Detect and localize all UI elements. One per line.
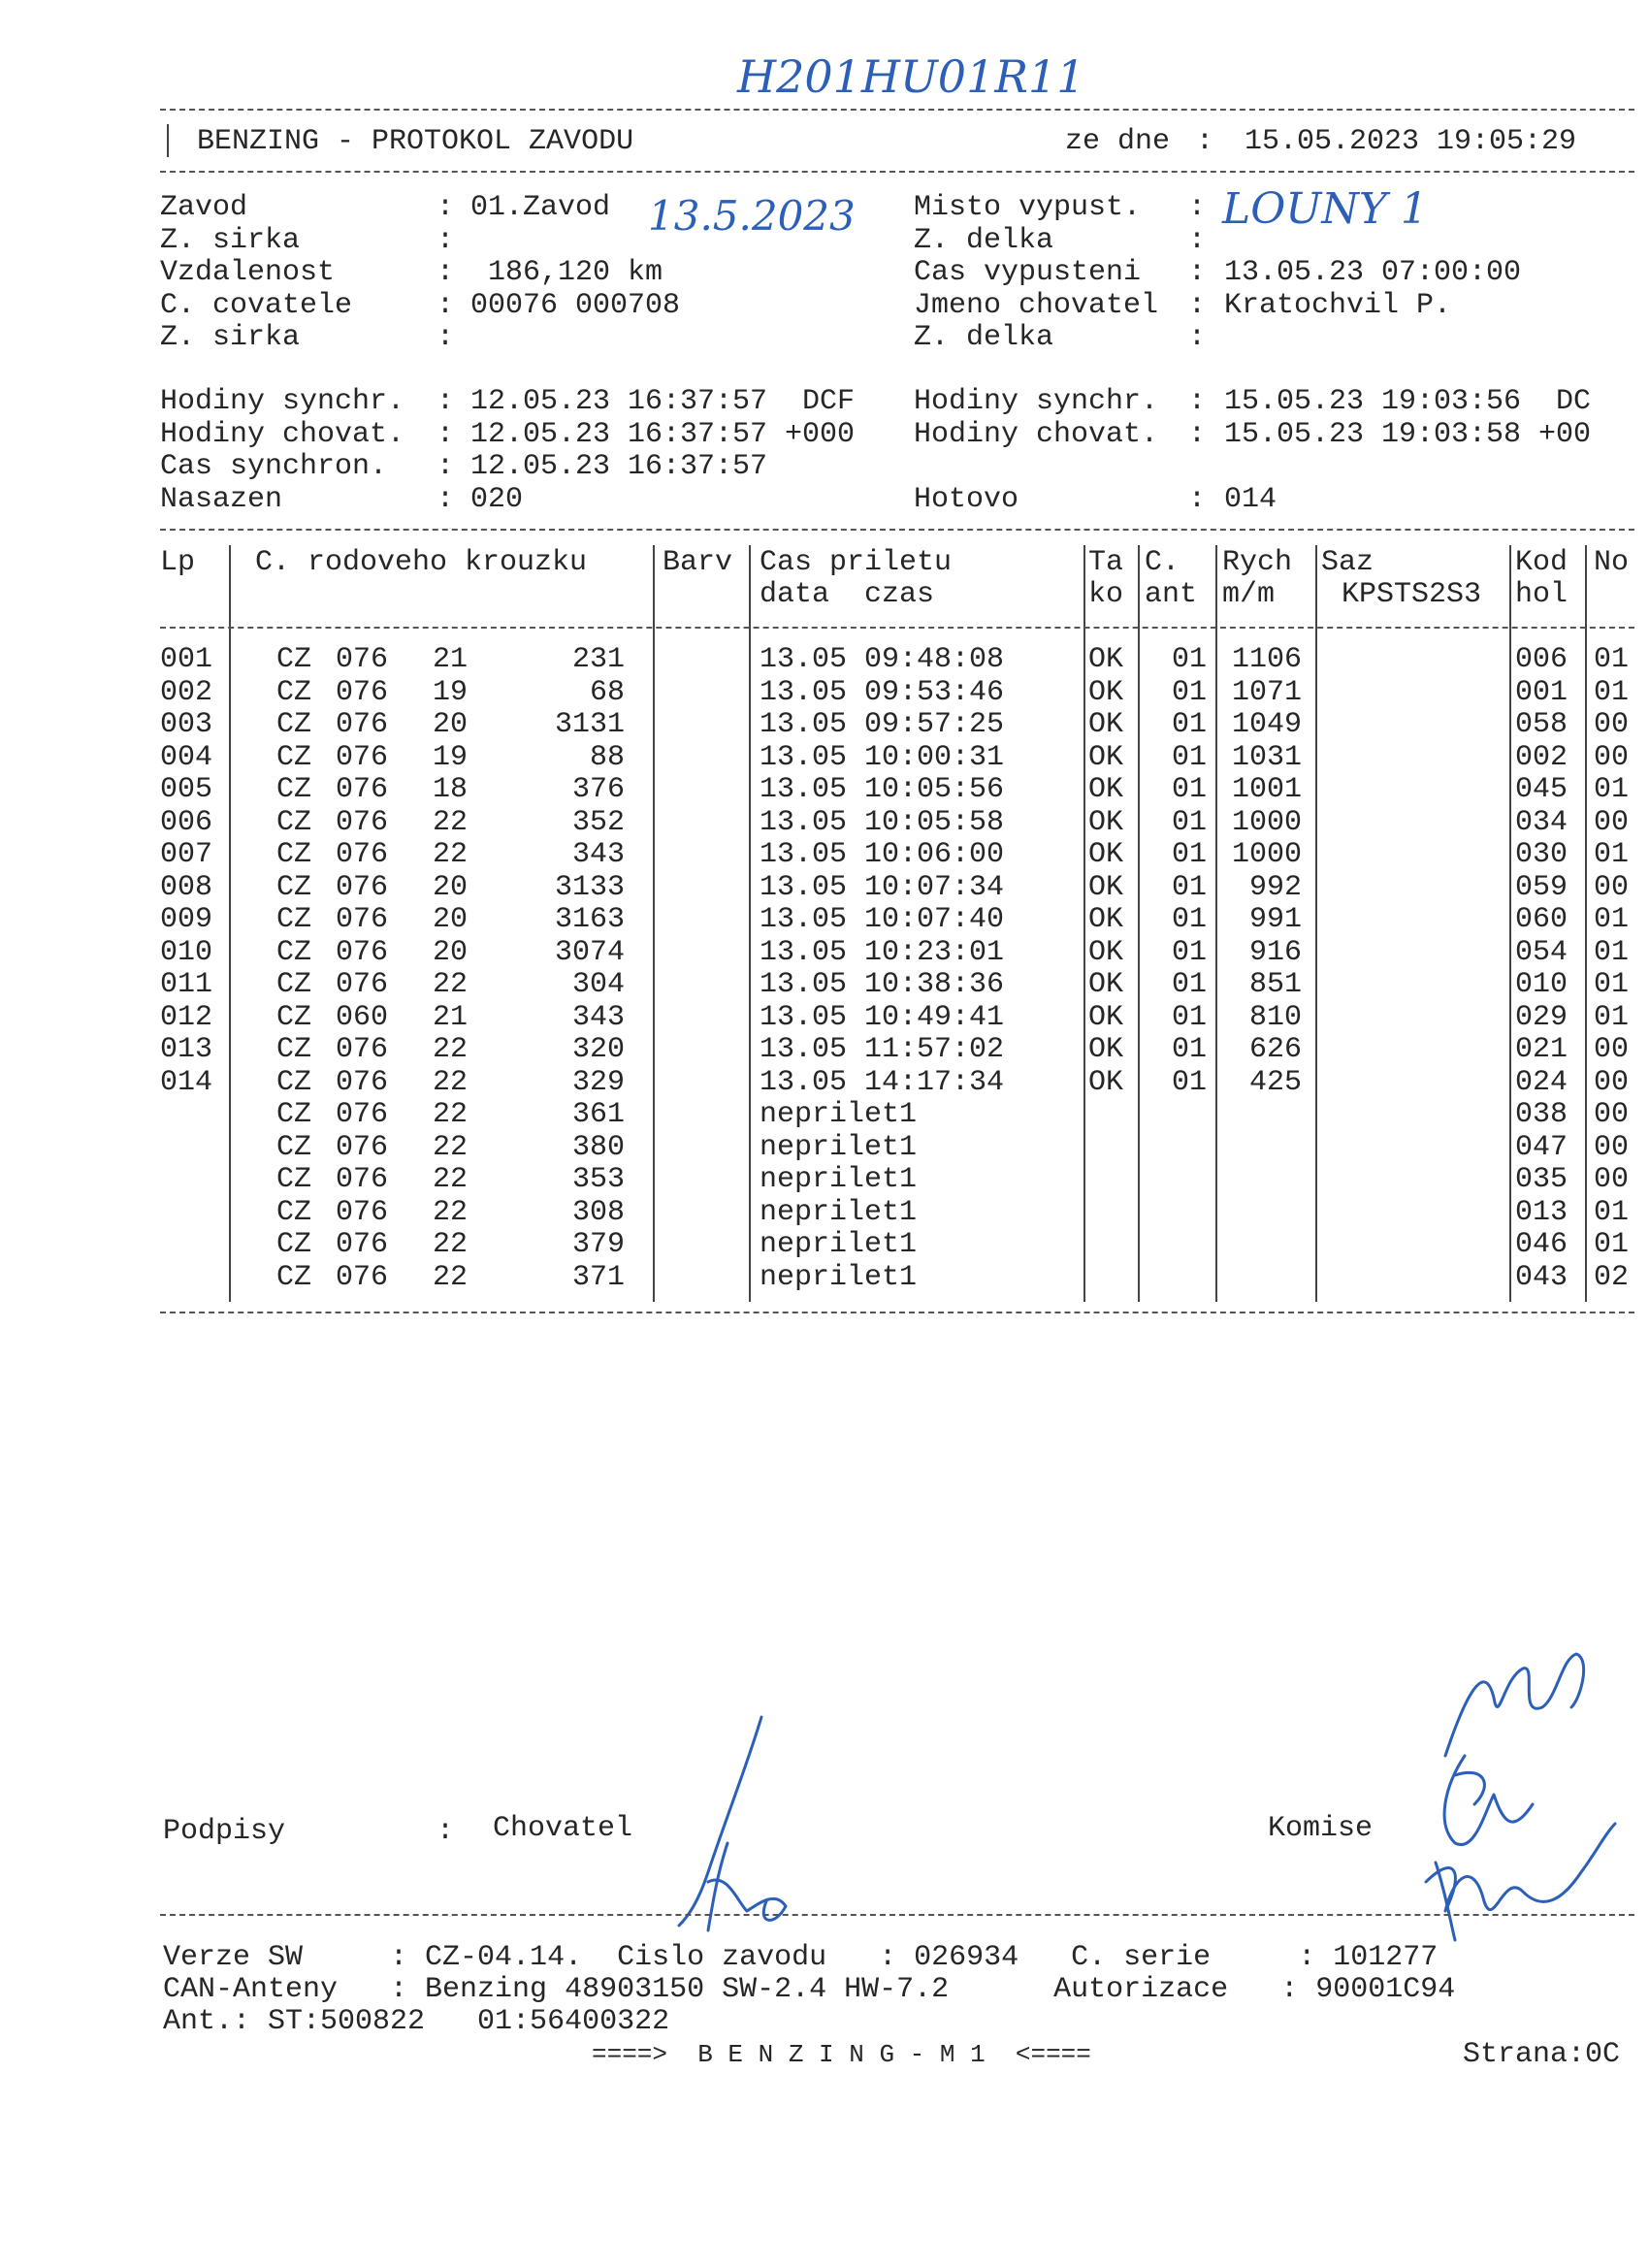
info-left-value: 186,120 km	[470, 256, 663, 289]
table-header-border	[160, 627, 1634, 629]
cell-year: 22	[433, 1065, 469, 1099]
hdr-rych-sub: m/m	[1222, 578, 1276, 611]
cell-time: 13.05 10:07:40	[760, 903, 1005, 936]
cell-speed: 1049	[1231, 708, 1302, 741]
cell-time: neprilet1	[760, 1195, 918, 1229]
cell-ring: 308	[571, 1195, 625, 1229]
cell-ring: 380	[571, 1130, 625, 1164]
sync-left-sep: :	[436, 385, 455, 418]
sync-right-label: Hodiny synchr.	[914, 385, 1159, 418]
info-right-sep: :	[1188, 288, 1207, 322]
cell-year: 20	[433, 708, 469, 741]
table-column-line	[1083, 545, 1085, 1302]
cell-lp: 008	[160, 870, 213, 904]
cell-year: 19	[433, 675, 469, 709]
cell-year: 22	[433, 1098, 469, 1131]
cell-year: 22	[433, 1195, 469, 1229]
cell-country: CZ	[276, 773, 312, 806]
cell-year: 22	[433, 1130, 469, 1164]
sync-right-sep: :	[1188, 417, 1207, 451]
cell-speed: 991	[1248, 903, 1302, 936]
cell-no: 01	[1594, 1000, 1630, 1034]
cell-org: 076	[336, 675, 389, 709]
hdr-rych: Rych	[1222, 546, 1293, 579]
breeder-signature	[669, 1707, 815, 1940]
cell-time: 13.05 10:07:34	[760, 870, 1005, 904]
cell-ring: 352	[571, 805, 625, 839]
hdr-kod: Kod	[1515, 546, 1568, 579]
cell-kod: 029	[1515, 1000, 1568, 1034]
info-left-sep: :	[436, 288, 455, 322]
sync-right-label: Hodiny chovat.	[914, 417, 1159, 451]
cell-ant: 01	[1171, 870, 1207, 904]
cell-org: 076	[336, 1163, 389, 1196]
signatures-label: Podpisy	[163, 1815, 286, 1848]
info-right-sep: :	[1188, 321, 1207, 354]
cell-kod: 006	[1515, 643, 1568, 676]
footer-line-ant: Ant.: ST:500822 01:56400322	[163, 2005, 670, 2038]
info-right-sep: :	[1188, 191, 1207, 224]
top-border	[160, 109, 1634, 111]
cell-org: 076	[336, 935, 389, 969]
cell-org: 076	[336, 1098, 389, 1131]
cell-year: 22	[433, 805, 469, 839]
cell-speed: 916	[1248, 935, 1302, 969]
cell-ring: 68	[589, 675, 625, 709]
footer-brand: ====> B E N Z I N G - M 1 <====	[592, 2040, 1091, 2069]
cell-tako: OK	[1088, 675, 1124, 709]
header-border	[160, 171, 1634, 173]
info-left-label: Z. sirka	[160, 223, 301, 257]
page-number: Strana:0C	[1463, 2038, 1621, 2071]
cell-country: CZ	[276, 1195, 312, 1229]
cell-tako: OK	[1088, 643, 1124, 676]
hdr-tako: Ta	[1088, 546, 1124, 579]
cell-year: 20	[433, 903, 469, 936]
cell-year: 19	[433, 740, 469, 774]
cell-speed: 1001	[1231, 773, 1302, 806]
cell-time: 13.05 10:00:31	[760, 740, 1005, 774]
cell-tako: OK	[1088, 968, 1124, 1001]
cell-time: 13.05 10:23:01	[760, 935, 1005, 969]
cell-ant: 01	[1171, 643, 1207, 676]
cell-kod: 059	[1515, 870, 1568, 904]
table-column-line	[229, 545, 231, 1302]
table-column-line	[1509, 545, 1511, 1302]
cell-year: 21	[433, 1000, 469, 1034]
cell-tako: OK	[1088, 708, 1124, 741]
table-top-border	[160, 529, 1634, 531]
cell-no: 01	[1594, 968, 1630, 1001]
cell-ant: 01	[1171, 1000, 1207, 1034]
cell-kod: 054	[1515, 935, 1568, 969]
cell-ring: 3131	[554, 708, 625, 741]
hdr-saz: Saz	[1321, 546, 1374, 579]
header-left-bar	[167, 124, 169, 157]
cell-speed: 810	[1248, 1000, 1302, 1034]
footer-border	[160, 1914, 1634, 1916]
cell-time: 13.05 11:57:02	[760, 1033, 1005, 1066]
cell-no: 02	[1594, 1260, 1630, 1294]
cell-time: neprilet1	[760, 1163, 918, 1196]
info-right-label: Cas vypusteni	[914, 256, 1159, 289]
cell-speed: 992	[1248, 870, 1302, 904]
cell-country: CZ	[276, 968, 312, 1001]
sync-right-value: 014	[1224, 482, 1277, 516]
cell-country: CZ	[276, 1033, 312, 1066]
cell-no: 01	[1594, 1195, 1630, 1229]
cell-time: 13.05 09:57:25	[760, 708, 1005, 741]
cell-lp: 012	[160, 1000, 213, 1034]
commission-label: Komise	[1268, 1812, 1374, 1845]
sync-left-value: 12.05.23 16:37:57	[470, 450, 768, 483]
table-column-line	[1585, 545, 1587, 1302]
cell-tako: OK	[1088, 805, 1124, 839]
cell-year: 22	[433, 1163, 469, 1196]
table-column-line	[1215, 545, 1217, 1302]
table-column-line	[749, 545, 751, 1302]
cell-org: 076	[336, 1065, 389, 1099]
info-right-label: Z. delka	[914, 321, 1159, 354]
cell-no: 00	[1594, 708, 1630, 741]
cell-kod: 038	[1515, 1098, 1568, 1131]
hdr-cant-sub: ant	[1145, 578, 1198, 611]
cell-country: CZ	[276, 838, 312, 871]
cell-ring: 231	[571, 643, 625, 676]
info-left-value: 00076 000708	[470, 288, 681, 322]
cell-ring: 3074	[554, 935, 625, 969]
cell-ant: 01	[1171, 708, 1207, 741]
cell-no: 01	[1594, 675, 1630, 709]
cell-lp: 006	[160, 805, 213, 839]
cell-speed: 1031	[1231, 740, 1302, 774]
hdr-kod-sub: hol	[1515, 578, 1568, 611]
cell-year: 22	[433, 1260, 469, 1294]
cell-country: CZ	[276, 675, 312, 709]
cell-no: 00	[1594, 1065, 1630, 1099]
cell-time: neprilet1	[760, 1098, 918, 1131]
cell-country: CZ	[276, 1260, 312, 1294]
info-left-sep: :	[436, 321, 455, 354]
cell-year: 22	[433, 1228, 469, 1261]
cell-lp: 011	[160, 968, 213, 1001]
cell-ant: 01	[1171, 838, 1207, 871]
cell-no: 01	[1594, 935, 1630, 969]
info-left-label: C. covatele	[160, 288, 353, 322]
hdr-tako-sub: ko	[1088, 578, 1124, 611]
cell-time: 13.05 10:05:56	[760, 773, 1005, 806]
info-right-label: Z. delka	[914, 223, 1159, 257]
cell-no: 01	[1594, 1228, 1630, 1261]
table-column-line	[1315, 545, 1317, 1302]
sync-left-label: Hodiny chovat.	[160, 417, 405, 451]
cell-lp: 002	[160, 675, 213, 709]
date-sep: :	[1196, 125, 1214, 158]
cell-org: 076	[336, 1228, 389, 1261]
cell-no: 00	[1594, 740, 1630, 774]
cell-no: 01	[1594, 643, 1630, 676]
cell-tako: OK	[1088, 1065, 1124, 1099]
date-value: 15.05.2023 19:05:29	[1245, 125, 1577, 158]
cell-country: CZ	[276, 1000, 312, 1034]
cell-speed: 851	[1248, 968, 1302, 1001]
footer-line-can: CAN-Anteny : Benzing 48903150 SW-2.4 HW-7.2 Autorizace : 90001C94	[163, 1973, 1456, 2006]
cell-ring: 361	[571, 1098, 625, 1131]
cell-org: 076	[336, 740, 389, 774]
cell-org: 076	[336, 838, 389, 871]
cell-org: 076	[336, 968, 389, 1001]
cell-country: CZ	[276, 870, 312, 904]
hdr-barv: Barv	[663, 546, 733, 579]
cell-org: 076	[336, 903, 389, 936]
cell-kod: 034	[1515, 805, 1568, 839]
cell-ring: 376	[571, 773, 625, 806]
cell-ant: 01	[1171, 1065, 1207, 1099]
cell-country: CZ	[276, 643, 312, 676]
handwritten-place: LOUNY 1	[1222, 184, 1428, 234]
cell-lp: 013	[160, 1033, 213, 1066]
cell-year: 22	[433, 1033, 469, 1066]
cell-time: 13.05 10:49:41	[760, 1000, 1005, 1034]
cell-kod: 047	[1515, 1130, 1568, 1164]
sync-left-label: Cas synchron.	[160, 450, 405, 483]
cell-kod: 021	[1515, 1033, 1568, 1066]
sync-right-sep: :	[1188, 385, 1207, 418]
cell-tako: OK	[1088, 935, 1124, 969]
sync-left-sep: :	[436, 417, 455, 451]
info-right-value: Kratochvil P.	[1224, 288, 1452, 322]
cell-ant: 01	[1171, 773, 1207, 806]
cell-time: 13.05 14:17:34	[760, 1065, 1005, 1099]
hdr-cant: C.	[1145, 546, 1180, 579]
cell-tako: OK	[1088, 1033, 1124, 1066]
cell-tako: OK	[1088, 740, 1124, 774]
cell-country: CZ	[276, 708, 312, 741]
cell-year: 20	[433, 935, 469, 969]
hdr-lp: Lp	[160, 546, 196, 579]
cell-time: 13.05 09:53:46	[760, 675, 1005, 709]
cell-speed: 1000	[1231, 805, 1302, 839]
cell-no: 01	[1594, 838, 1630, 871]
info-left-sep: :	[436, 256, 455, 289]
cell-ring: 353	[571, 1163, 625, 1196]
cell-kod: 058	[1515, 708, 1568, 741]
cell-ring: 371	[571, 1260, 625, 1294]
cell-year: 18	[433, 773, 469, 806]
cell-ring: 379	[571, 1228, 625, 1261]
cell-no: 00	[1594, 1163, 1630, 1196]
sync-right-label: Hotovo	[914, 482, 1142, 516]
document-title: BENZING - PROTOKOL ZAVODU	[197, 125, 634, 158]
info-left-sep: :	[436, 191, 455, 224]
cell-time: neprilet1	[760, 1130, 918, 1164]
cell-ant: 01	[1171, 1033, 1207, 1066]
hdr-time: Cas priletu	[760, 546, 953, 579]
cell-lp: 003	[160, 708, 213, 741]
sync-left-value: 12.05.23 16:37:57 DCF	[470, 385, 856, 418]
sync-right-sep: :	[1188, 482, 1207, 516]
cell-country: CZ	[276, 805, 312, 839]
cell-ring: 343	[571, 1000, 625, 1034]
info-left-sep: :	[436, 223, 455, 257]
cell-tako: OK	[1088, 903, 1124, 936]
sync-left-value: 12.05.23 16:37:57 +000	[470, 417, 856, 451]
cell-speed: 1000	[1231, 838, 1302, 871]
sync-right-value: 15.05.23 19:03:58 +00	[1224, 417, 1592, 451]
info-right-label: Jmeno chovatel	[914, 288, 1159, 322]
cell-tako: OK	[1088, 838, 1124, 871]
hdr-no: No	[1594, 546, 1630, 579]
info-left-label: Z. sirka	[160, 321, 301, 354]
cell-lp: 001	[160, 643, 213, 676]
table-bottom-border	[160, 1312, 1634, 1313]
cell-ant: 01	[1171, 740, 1207, 774]
cell-country: CZ	[276, 1130, 312, 1164]
cell-ant: 01	[1171, 805, 1207, 839]
table-column-line	[1138, 545, 1140, 1302]
cell-no: 00	[1594, 870, 1630, 904]
cell-year: 22	[433, 838, 469, 871]
cell-country: CZ	[276, 935, 312, 969]
hdr-saz-sub: KPSTS2S3	[1342, 578, 1482, 611]
cell-org: 076	[336, 773, 389, 806]
cell-kod: 043	[1515, 1260, 1568, 1294]
cell-ring: 304	[571, 968, 625, 1001]
cell-org: 076	[336, 1195, 389, 1229]
cell-org: 076	[336, 1260, 389, 1294]
cell-no: 00	[1594, 1098, 1630, 1131]
cell-country: CZ	[276, 1228, 312, 1261]
signatures-sep: :	[436, 1815, 455, 1848]
cell-country: CZ	[276, 1065, 312, 1099]
cell-kod: 013	[1515, 1195, 1568, 1229]
cell-no: 00	[1594, 1033, 1630, 1066]
cell-lp: 014	[160, 1065, 213, 1099]
cell-kod: 045	[1515, 773, 1568, 806]
cell-org: 076	[336, 643, 389, 676]
sync-left-value: 020	[470, 482, 524, 516]
cell-kod: 001	[1515, 675, 1568, 709]
info-right-value: 13.05.23 07:00:00	[1224, 256, 1522, 289]
cell-org: 076	[336, 805, 389, 839]
hdr-time-sub: data czas	[760, 578, 935, 611]
handwritten-date: 13.5.2023	[648, 192, 856, 240]
cell-time: neprilet1	[760, 1260, 918, 1294]
cell-ant: 01	[1171, 935, 1207, 969]
cell-tako: OK	[1088, 773, 1124, 806]
breeder-label: Chovatel	[493, 1812, 633, 1845]
cell-kod: 060	[1515, 903, 1568, 936]
cell-no: 01	[1594, 903, 1630, 936]
sync-left-sep: :	[436, 482, 455, 516]
info-left-label: Vzdalenost	[160, 256, 336, 289]
cell-tako: OK	[1088, 870, 1124, 904]
cell-ring: 3163	[554, 903, 625, 936]
cell-ring: 88	[589, 740, 625, 774]
cell-kod: 024	[1515, 1065, 1568, 1099]
handwritten-code: H201HU01R11	[737, 50, 1085, 103]
cell-no: 01	[1594, 773, 1630, 806]
cell-lp: 009	[160, 903, 213, 936]
cell-kod: 010	[1515, 968, 1568, 1001]
commission-signature-3	[1416, 1814, 1630, 1950]
table-column-line	[653, 545, 655, 1302]
info-right-label: Misto vypust.	[914, 191, 1159, 224]
cell-ring: 3133	[554, 870, 625, 904]
cell-year: 22	[433, 968, 469, 1001]
info-right-sep: :	[1188, 223, 1207, 257]
cell-year: 20	[433, 870, 469, 904]
sync-right-value: 15.05.23 19:03:56 DC	[1224, 385, 1592, 418]
cell-ring: 343	[571, 838, 625, 871]
cell-kod: 030	[1515, 838, 1568, 871]
cell-org: 076	[336, 1130, 389, 1164]
cell-ant: 01	[1171, 968, 1207, 1001]
cell-no: 00	[1594, 1130, 1630, 1164]
cell-time: 13.05 09:48:08	[760, 643, 1005, 676]
cell-org: 076	[336, 708, 389, 741]
cell-ant: 01	[1171, 675, 1207, 709]
cell-ring: 320	[571, 1033, 625, 1066]
cell-ring: 329	[571, 1065, 625, 1099]
cell-kod: 002	[1515, 740, 1568, 774]
info-left-value: 01.Zavod	[470, 191, 611, 224]
cell-no: 00	[1594, 805, 1630, 839]
cell-speed: 425	[1248, 1065, 1302, 1099]
cell-org: 076	[336, 1033, 389, 1066]
cell-country: CZ	[276, 1098, 312, 1131]
cell-tako: OK	[1088, 1000, 1124, 1034]
cell-org: 060	[336, 1000, 389, 1034]
sync-left-label: Nasazen	[160, 482, 405, 516]
info-right-sep: :	[1188, 256, 1207, 289]
hdr-ring: C. rodoveho krouzku	[255, 546, 588, 579]
cell-year: 21	[433, 643, 469, 676]
date-label: ze dne	[1065, 125, 1171, 158]
cell-ant: 01	[1171, 903, 1207, 936]
cell-kod: 046	[1515, 1228, 1568, 1261]
cell-lp: 005	[160, 773, 213, 806]
cell-time: 13.05 10:38:36	[760, 968, 1005, 1001]
cell-time: 13.05 10:05:58	[760, 805, 1005, 839]
cell-time: 13.05 10:06:00	[760, 838, 1005, 871]
cell-lp: 010	[160, 935, 213, 969]
sync-left-sep: :	[436, 450, 455, 483]
cell-lp: 004	[160, 740, 213, 774]
cell-lp: 007	[160, 838, 213, 871]
info-left-label: Zavod	[160, 191, 248, 224]
cell-speed: 1106	[1231, 643, 1302, 676]
cell-country: CZ	[276, 1163, 312, 1196]
cell-time: neprilet1	[760, 1228, 918, 1261]
sync-left-label: Hodiny synchr.	[160, 385, 405, 418]
cell-kod: 035	[1515, 1163, 1568, 1196]
cell-speed: 1071	[1231, 675, 1302, 709]
cell-country: CZ	[276, 740, 312, 774]
cell-org: 076	[336, 870, 389, 904]
cell-country: CZ	[276, 903, 312, 936]
footer-line-sw: Verze SW : CZ-04.14. Cislo zavodu : 026934 C. serie : 101277	[163, 1941, 1439, 1974]
cell-speed: 626	[1248, 1033, 1302, 1066]
